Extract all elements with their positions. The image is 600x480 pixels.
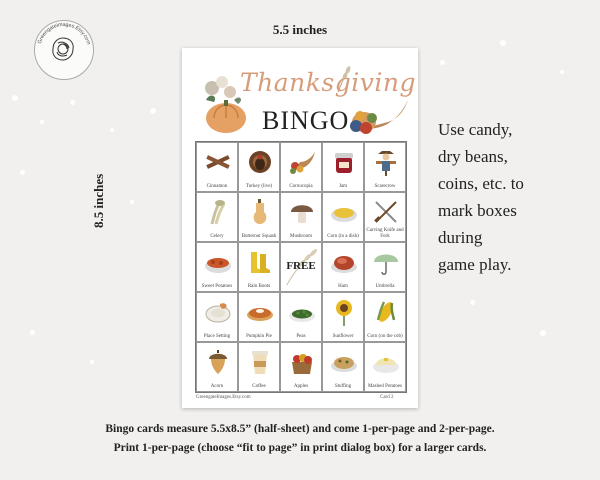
instruction-line: mark boxes	[438, 201, 517, 220]
peas-icon	[288, 298, 316, 326]
scarecrow-icon	[372, 148, 400, 176]
squash-icon	[246, 198, 274, 226]
bingo-cell[interactable]: Peas	[280, 292, 322, 342]
instruction-line: during	[438, 228, 483, 247]
celery-icon	[204, 198, 232, 226]
bingo-cell[interactable]: Place Setting	[196, 292, 238, 342]
bokeh-light	[40, 120, 44, 124]
stuffing-icon	[330, 348, 358, 376]
bokeh-light	[470, 300, 475, 305]
bingo-cell[interactable]: Coffee	[238, 342, 280, 392]
bingo-cell[interactable]: Cornucopia	[280, 142, 322, 192]
bingo-cell[interactable]: Rain Boots	[238, 242, 280, 292]
bingo-cell[interactable]: Umbrella	[364, 242, 406, 292]
bingo-cell[interactable]: Jam	[322, 142, 364, 192]
bingo-card	[182, 48, 418, 408]
bingo-cell[interactable]: Apples	[280, 342, 322, 392]
instructions	[438, 116, 588, 278]
bokeh-light	[500, 40, 506, 46]
bingo-cell[interactable]: Turkey (live)	[238, 142, 280, 192]
bingo-cell[interactable]: Ham	[322, 242, 364, 292]
instruction-line: coins, etc. to	[438, 174, 524, 193]
bokeh-light	[70, 100, 75, 105]
title-bingo: BINGO	[262, 106, 350, 135]
umbrella-icon	[372, 248, 400, 276]
pumpkin-pie-icon	[246, 298, 274, 326]
card-number: Card 2	[380, 395, 394, 400]
bingo-cell[interactable]: Sunflower	[322, 292, 364, 342]
sunflower-icon	[330, 298, 358, 326]
bokeh-light	[560, 70, 564, 74]
logo-text: Greengateimages.Etsy.com	[36, 21, 92, 46]
jam-icon	[330, 148, 358, 176]
bingo-cell[interactable]: Pumpkin Pie	[238, 292, 280, 342]
free-cell[interactable]	[280, 242, 322, 292]
instruction-line: Use candy,	[438, 120, 513, 139]
bokeh-light	[540, 330, 546, 336]
bingo-cell[interactable]: Corn (on the cob)	[364, 292, 406, 342]
bingo-cell[interactable]: Corn (in a dish)	[322, 192, 364, 242]
bokeh-light	[90, 360, 94, 364]
bokeh-light	[12, 95, 18, 101]
bingo-cell[interactable]: Mushroom	[280, 192, 322, 242]
apples-icon	[288, 348, 316, 376]
sweet-potatoes-icon	[204, 248, 232, 276]
instruction-line: dry beans,	[438, 147, 508, 166]
coffee-icon	[246, 348, 274, 376]
cornucopia-icon	[288, 148, 316, 176]
knife-fork-icon	[372, 198, 400, 226]
bokeh-light	[150, 108, 156, 114]
corn-cob-icon	[372, 298, 400, 326]
width-label: 5.5 inches	[272, 22, 328, 37]
bingo-cell[interactable]: Stuffing	[322, 342, 364, 392]
free-label: FREE	[286, 260, 316, 272]
title-script: Thanksgiving	[240, 68, 416, 97]
bingo-cell[interactable]: Celery	[196, 192, 238, 242]
place-setting-icon	[204, 298, 232, 326]
bingo-cell[interactable]: Butternut Squash	[238, 192, 280, 242]
card-footer-left: GreengateImages.Etsy.com	[196, 395, 251, 400]
cornucopia-header-icon	[346, 92, 412, 140]
bokeh-light	[110, 128, 114, 132]
mashed-potatoes-icon	[372, 348, 400, 376]
bingo-cell[interactable]: Scarecrow	[364, 142, 406, 192]
bingo-cell[interactable]: Mashed Potatoes	[364, 342, 406, 392]
print-description: Print 1-per-page (choose “fit to page” in print dialog box) for a larger cards.	[113, 442, 487, 454]
bingo-cell[interactable]: Carving Knife and Fork	[364, 192, 406, 242]
acorn-icon	[204, 348, 232, 376]
bokeh-light	[440, 60, 445, 65]
size-description: Bingo cards measure 5.5x8.5” (half-sheet) and come 1-per-page and 2-per-page.	[105, 423, 495, 435]
mushroom-icon	[288, 198, 316, 226]
turkey-icon	[246, 148, 274, 176]
card-header	[182, 48, 418, 140]
cinnamon-icon	[204, 148, 232, 176]
bingo-grid	[195, 141, 407, 393]
instruction-line: game play.	[438, 255, 512, 274]
bingo-cell[interactable]: Cinnamon	[196, 142, 238, 192]
height-label: 8.5 inches	[91, 173, 106, 228]
bokeh-light	[30, 330, 35, 335]
bokeh-light	[20, 170, 25, 175]
bingo-cell[interactable]: Acorn	[196, 342, 238, 392]
ham-icon	[330, 248, 358, 276]
bingo-cell[interactable]: Sweet Potatoes	[196, 242, 238, 292]
corn-dish-icon	[330, 198, 358, 226]
rain-boots-icon	[246, 248, 274, 276]
bokeh-light	[130, 200, 134, 204]
